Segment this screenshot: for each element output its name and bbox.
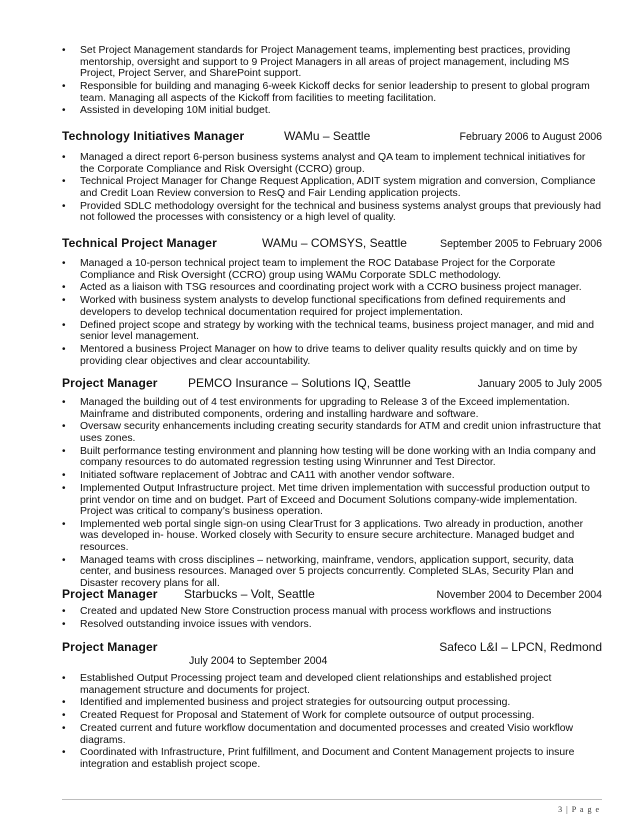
list-item: • Provided SDLC methodology oversight for the technical and business systems analyst groups that previously had not followed the processes with consistency or a high level of quality.	[62, 200, 601, 224]
bullet-list	[62, 673, 602, 772]
bullet-icon: •	[62, 45, 66, 56]
list-item: • Initiated software replacement of Jobtrac and CA11 with another vendor software.	[62, 470, 455, 482]
list-item: • Assisted in developing 10M initial budget.	[62, 105, 271, 117]
bullet-list	[62, 258, 602, 368]
bullet-icon: •	[62, 518, 66, 530]
bullet-icon: •	[62, 200, 66, 212]
list-item: • Oversaw security enhancements including creating security standards for ATM and credit union infrastructure that uses zones.	[62, 421, 601, 444]
page-label: P a g e	[571, 805, 600, 814]
bullet-list	[62, 397, 602, 591]
list-item: • Created Request for Proposal and Statement of Work for complete outsource of output processing.	[62, 710, 535, 722]
job-dates: September 2005 to February 2006	[440, 238, 602, 250]
list-item: • Defined project scope and strategy by working with the technical teams, business project manager, and mid and senior level management.	[62, 319, 595, 343]
list-item: • Worked with business system analysts to develop functional specifications from defined requirements and developers to develop technical documentation required for project implementation.	[62, 295, 566, 318]
job-header	[62, 129, 602, 143]
list-item: • Set Project Management standards for Project Management teams, implementing best practices, providing mentorship, oversight and support to 9 Project Managers in all areas of project management, including MS Project, Project Server, and SharePoint support.	[62, 45, 571, 80]
list-item: • Implemented Output Infrastructure project. Met time driven implementation with successful production output to print vendor on time and on budget. Part of Exceed and Document Solutions company-wide implementation. Project was critical to company’s business operation.	[62, 482, 590, 518]
list-item: • Built performance testing environment and planning how testing will be done working with an India company and company resources to do automated regression testing using Winrunner and Test Director.	[62, 445, 596, 469]
job-title: Technical Project Manager	[62, 236, 217, 250]
bullet-icon: •	[62, 343, 66, 355]
list-item: • Implemented web portal single sign-on using ClearTrust for 3 applications. Two already in production, another was developed in- house. Worked closely with Security to ensure secure architecture. Managed budget and resources.	[62, 518, 584, 554]
bullet-icon: •	[62, 319, 66, 331]
job-header	[62, 587, 602, 601]
job-title: Project Manager	[62, 587, 158, 601]
bullet-icon: •	[62, 673, 66, 684]
bullet-icon: •	[62, 105, 66, 117]
list-item: • Responsible for building and managing 6-week Kickoff decks for senior leadership to present to global program team. Managing all aspects of the Kickoff from facilities to meeting facilitation.	[62, 80, 590, 104]
footer-separator: |	[566, 805, 569, 814]
job-title: Project Manager	[62, 376, 158, 390]
bullet-icon: •	[62, 176, 66, 188]
list-item: • Mentored a business Project Manager on how to drive teams to deliver quality results quickly and on time by providing clear objectives and clear accountability.	[62, 343, 578, 367]
bullet-list	[62, 152, 602, 225]
company-name: WAMu – Seattle	[284, 129, 371, 143]
list-item: • Created current and future workflow documentation and documented processes and created Visio workflow diagrams.	[62, 722, 574, 746]
footer-divider	[62, 799, 602, 800]
bullet-icon: •	[62, 482, 66, 494]
bullet-icon: •	[62, 697, 66, 709]
bullet-icon: •	[62, 152, 66, 163]
bullet-icon: •	[62, 710, 66, 722]
bullet-icon: •	[62, 397, 66, 408]
job-dates: July 2004 to September 2004	[189, 655, 328, 667]
list-item: • Resolved outstanding invoice issues with vendors.	[62, 618, 312, 630]
list-item: • Technical Project Manager for Change Request Application, ADIT system migration and conversion, Compliance and Credit Loan Review conversion to ResQ and Fair Lending application projects.	[62, 176, 596, 199]
company-name: Starbucks – Volt, Seattle	[184, 587, 315, 601]
page-footer	[558, 805, 600, 814]
list-item: • Managed teams with cross disciplines – networking, mainframe, vendors, application support, security, data center, and business resources. Managed over 5 projects concurrently. Completed SLAs, Security Plan and Disaster recovery plans for all.	[62, 554, 574, 590]
job-dates: November 2004 to December 2004	[436, 589, 602, 601]
job-dates: February 2006 to August 2006	[459, 131, 602, 143]
list-item: • Identified and implemented business and project strategies for outsourcing output processing.	[62, 697, 511, 709]
job-title: Technology Initiatives Manager	[62, 129, 245, 143]
bullet-icon: •	[62, 554, 66, 566]
bullet-icon: •	[62, 618, 66, 630]
job-header	[62, 236, 602, 250]
bullet-icon: •	[62, 80, 66, 92]
bullet-icon: •	[62, 722, 66, 734]
list-item: • Managed the building out of 4 test environments for upgrading to Release 3 of the Exceed implementation. Mainframe and distributed components, ordering and installing hardware and software.	[62, 397, 570, 420]
list-item: • Managed a direct report 6-person business systems analyst and QA team to implement technical initiatives for the Corporate Compliance and Risk Oversight (CCRO) group.	[62, 152, 586, 175]
list-item: • Created and updated New Store Construction process manual with process workflows and instructions	[62, 606, 552, 617]
bullet-icon: •	[62, 282, 66, 294]
company-name: PEMCO Insurance – Solutions IQ, Seattle	[188, 376, 411, 390]
bullet-icon: •	[62, 747, 66, 759]
bullet-icon: •	[62, 606, 66, 617]
bullet-list	[62, 45, 602, 118]
job-title: Project Manager	[62, 640, 158, 654]
company-name: Safeco L&I – LPCN, Redmond	[439, 640, 602, 654]
bullet-icon: •	[62, 421, 66, 433]
page-number: 3	[558, 805, 564, 814]
list-item: • Managed a 10-person technical project team to implement the ROC Database Project for the Corporate Compliance and Risk Oversight (CCRO) group using WAMu Corporate SDLC methodology.	[62, 258, 556, 281]
list-item: • Coordinated with Infrastructure, Print fulfillment, and Document and Content Management projects to insure integration and establish project scope.	[62, 747, 575, 770]
bullet-icon: •	[62, 470, 66, 482]
bullet-icon: •	[62, 445, 66, 457]
list-item: • Established Output Processing project team and developed client relationships and established project management structure and documents for project.	[62, 673, 552, 696]
job-header	[62, 640, 602, 654]
job-header	[62, 376, 602, 390]
job-dates: January 2005 to July 2005	[477, 378, 602, 390]
bullet-icon: •	[62, 295, 66, 307]
list-item: • Acted as a liaison with TSG resources and coordinating project work with a CCRO business project manager.	[62, 282, 582, 294]
bullet-icon: •	[62, 258, 66, 269]
company-name: WAMu – COMSYS, Seattle	[262, 236, 407, 250]
bullet-list	[62, 606, 602, 632]
